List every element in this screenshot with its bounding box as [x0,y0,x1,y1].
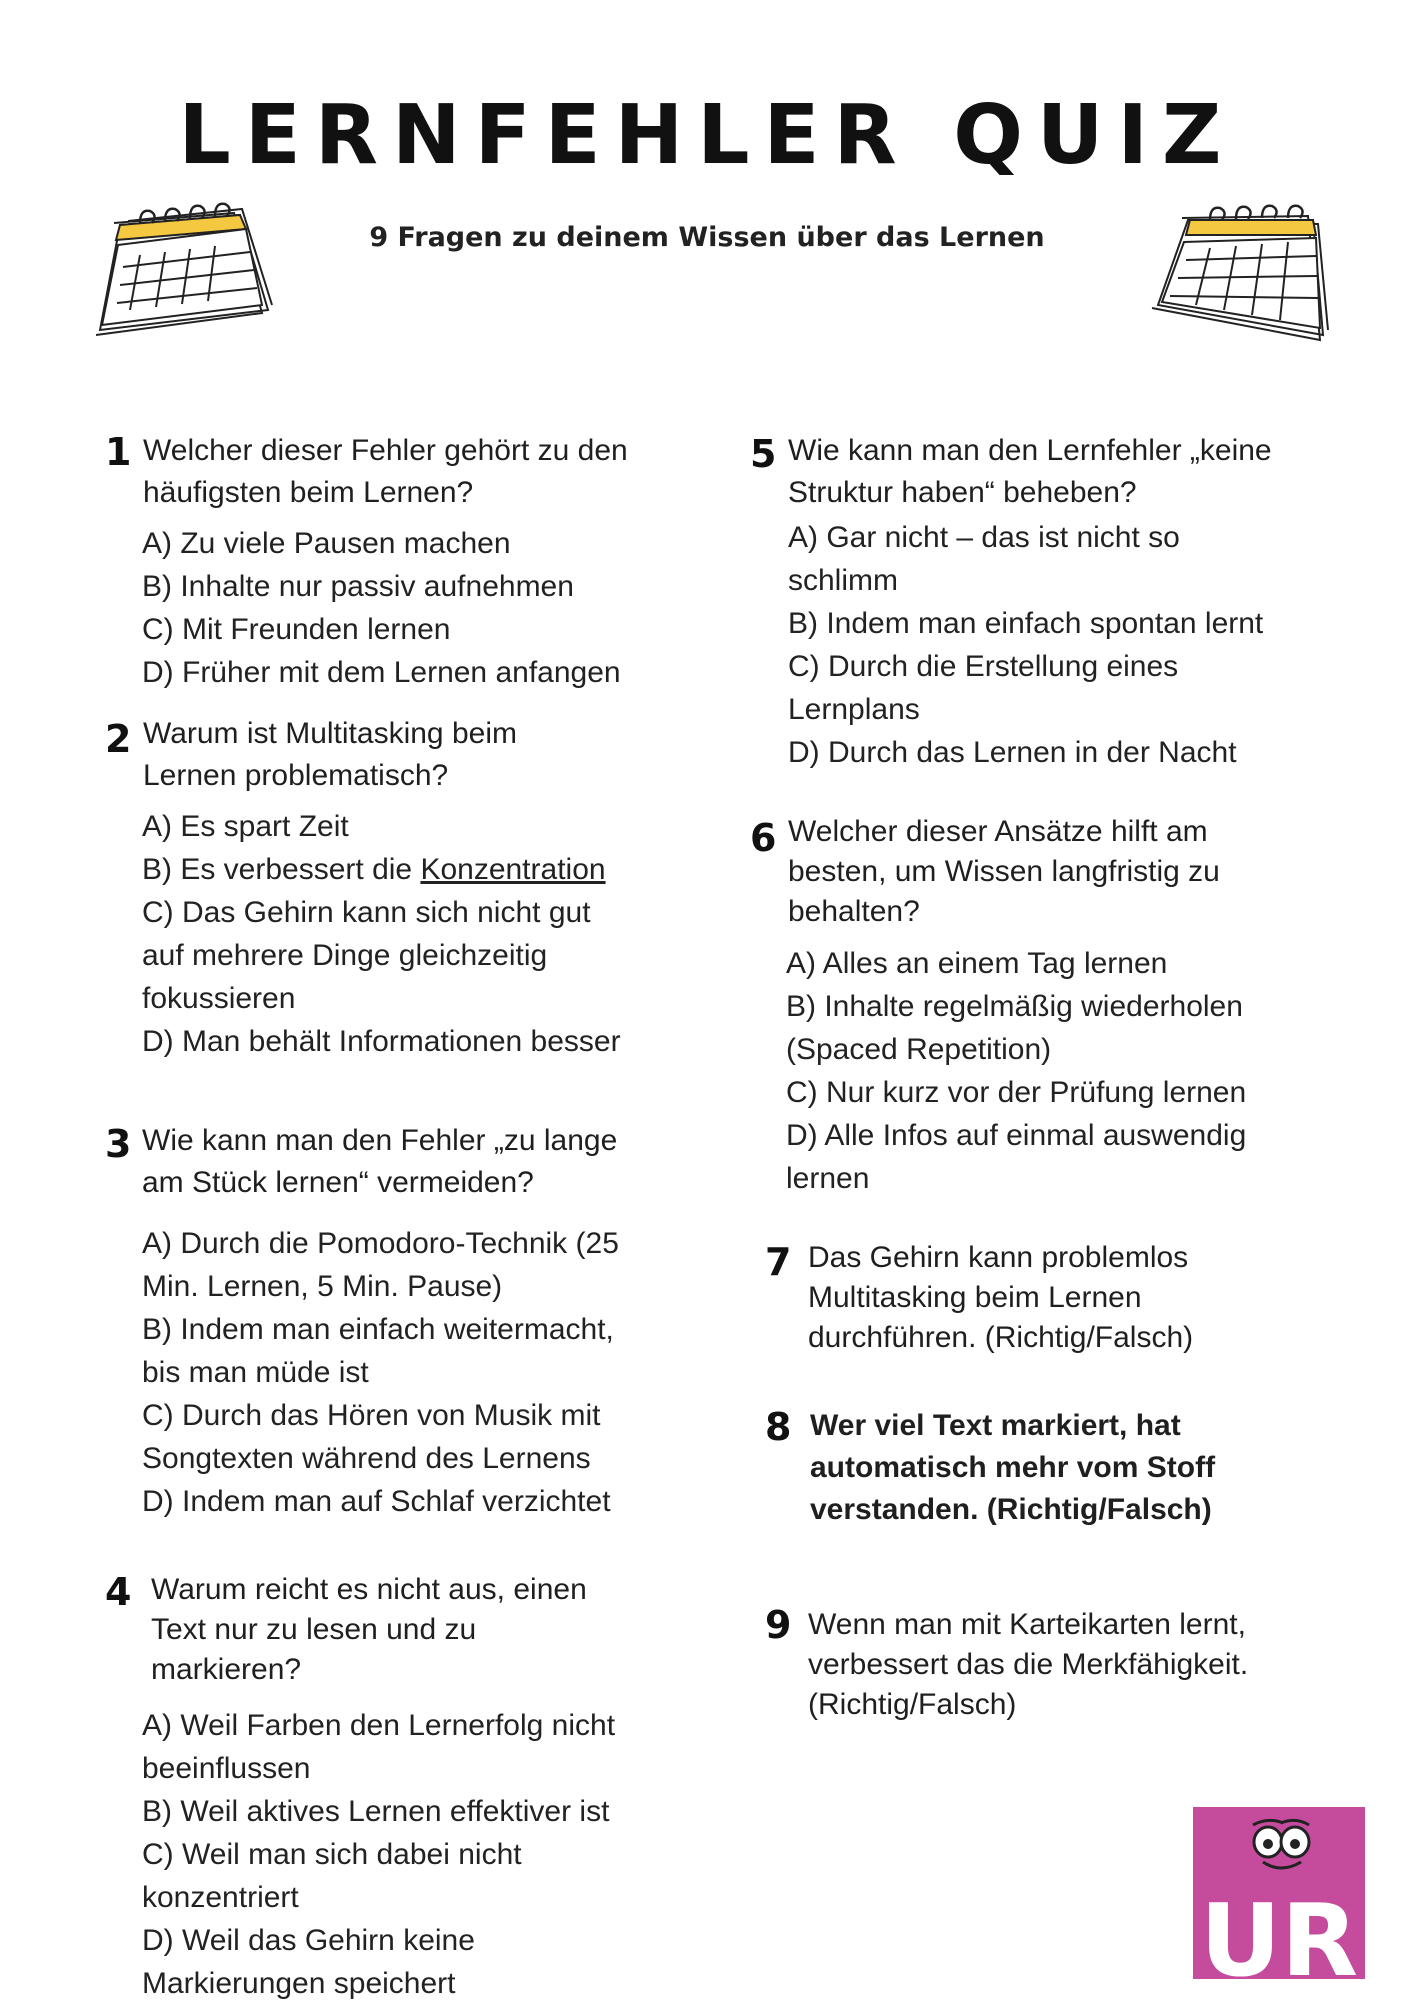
answer-option: schlimm [788,564,898,597]
answer-option: C) Das Gehirn kann sich nicht gut [142,896,591,929]
question-text: Wer viel Text markiert, hat automatisch mehr vom Stoff verstanden. (Richtig/Falsch) [810,1409,1216,1526]
answer-list [142,522,702,694]
answer-option: beeinflussen [142,1752,311,1785]
answer-option: Lernplans [788,693,920,726]
answer-list [142,1704,702,2005]
answer-option: C) Mit Freunden lernen [142,613,451,646]
answer-list [142,1222,702,1523]
answer-option: A) Weil Farben den Lernerfolg nicht [142,1709,616,1742]
answer-option: B) Indem man einfach spontan lernt [788,607,1264,640]
answer-option: Songtexten während des Lernens [142,1442,591,1475]
page-title: LERNFEHLER QUIZ [178,88,1236,183]
answer-option: A) Zu viele Pausen machen [142,527,511,560]
question-number: 8 [765,1405,792,1449]
question-text: Warum ist Multitasking beim Lernen problematisch? [143,717,517,792]
calendar-icon [1148,190,1333,350]
question-text: Welcher dieser Ansätze hilft am besten, um Wissen langfristig zu behalten? [788,815,1220,928]
question-text: Warum reicht es nicht aus, einen Text nur zu lesen und zu markieren? [151,1573,587,1686]
question-number: 2 [105,717,132,761]
answer-option: Min. Lernen, 5 Min. Pause) [142,1270,503,1303]
question-number: 9 [765,1603,792,1647]
answer-option: A) Alles an einem Tag lernen [786,947,1168,980]
answer-option: B) Inhalte regelmäßig wiederholen [786,990,1243,1023]
answer-option: C) Weil man sich dabei nicht [142,1838,522,1871]
calendar-icon [90,185,275,345]
answer-option: D) Weil das Gehirn keine [142,1924,475,1957]
answer-option: D) Alle Infos auf einmal auswendig [786,1119,1247,1152]
answer-option: D) Indem man auf Schlaf verzichtet [142,1485,611,1518]
answer-option: C) Durch das Hören von Musik mit [142,1399,601,1432]
question-number: 5 [750,432,777,476]
question-number: 1 [105,430,132,474]
answer-option: B) Weil aktives Lernen effektiver ist [142,1795,610,1828]
page-subtitle: 9 Fragen zu deinem Wissen über das Lernen [369,222,1045,253]
ur-logo [1193,1807,1365,1979]
answer-option: lernen [786,1162,870,1195]
answer-option: A) Gar nicht – das ist nicht so [788,521,1180,554]
underlined-term: Konzentration [420,853,606,886]
answer-option: D) Man behält Informationen besser [142,1025,621,1058]
question-text: Das Gehirn kann problemlos Multitasking beim Lernen durchführen. (Richtig/Falsch) [808,1241,1194,1354]
question-text: Wie kann man den Fehler „zu lange am Stück lernen“ vermeiden? [142,1124,618,1199]
question-text: Welcher dieser Fehler gehört zu den häufigsten beim Lernen? [143,434,628,509]
answer-option: D) Durch das Lernen in der Nacht [788,736,1237,769]
answer-option: B) Inhalte nur passiv aufnehmen [142,570,574,603]
answer-option: A) Es spart Zeit [142,810,349,843]
question-number: 7 [765,1240,792,1284]
answer-option: A) Durch die Pomodoro-Technik (25 [142,1227,619,1260]
answer-option: C) Nur kurz vor der Prüfung lernen [786,1076,1247,1109]
answer-list [788,516,1368,774]
answer-option: fokussieren [142,982,296,1015]
answer-option: C) Durch die Erstellung eines [788,650,1179,683]
answer-option: Markierungen speichert [142,1967,456,2000]
question-number: 4 [105,1570,132,1614]
question-number: 3 [105,1122,132,1166]
answer-list [786,942,1366,1200]
answer-option: bis man müde ist [142,1356,369,1389]
question-text: Wenn man mit Karteikarten lernt, verbessert das die Merkfähigkeit. (Richtig/Falsch) [808,1608,1249,1721]
answer-list [142,805,702,1063]
answer-option: auf mehrere Dinge gleichzeitig [142,939,548,972]
answer-option: B) Es verbessert die Konzentration [142,853,606,886]
answer-option: konzentriert [142,1881,299,1914]
svg-text:UR: UR [1199,1882,1359,1979]
logo-mascot-icon [1193,1807,1365,1979]
question-number: 6 [750,816,777,860]
answer-option: (Spaced Repetition) [786,1033,1052,1066]
answer-option: D) Früher mit dem Lernen anfangen [142,656,621,689]
answer-option: B) Indem man einfach weitermacht, [142,1313,614,1346]
question-text: Wie kann man den Lernfehler „keine Struktur haben“ beheben? [788,434,1272,509]
